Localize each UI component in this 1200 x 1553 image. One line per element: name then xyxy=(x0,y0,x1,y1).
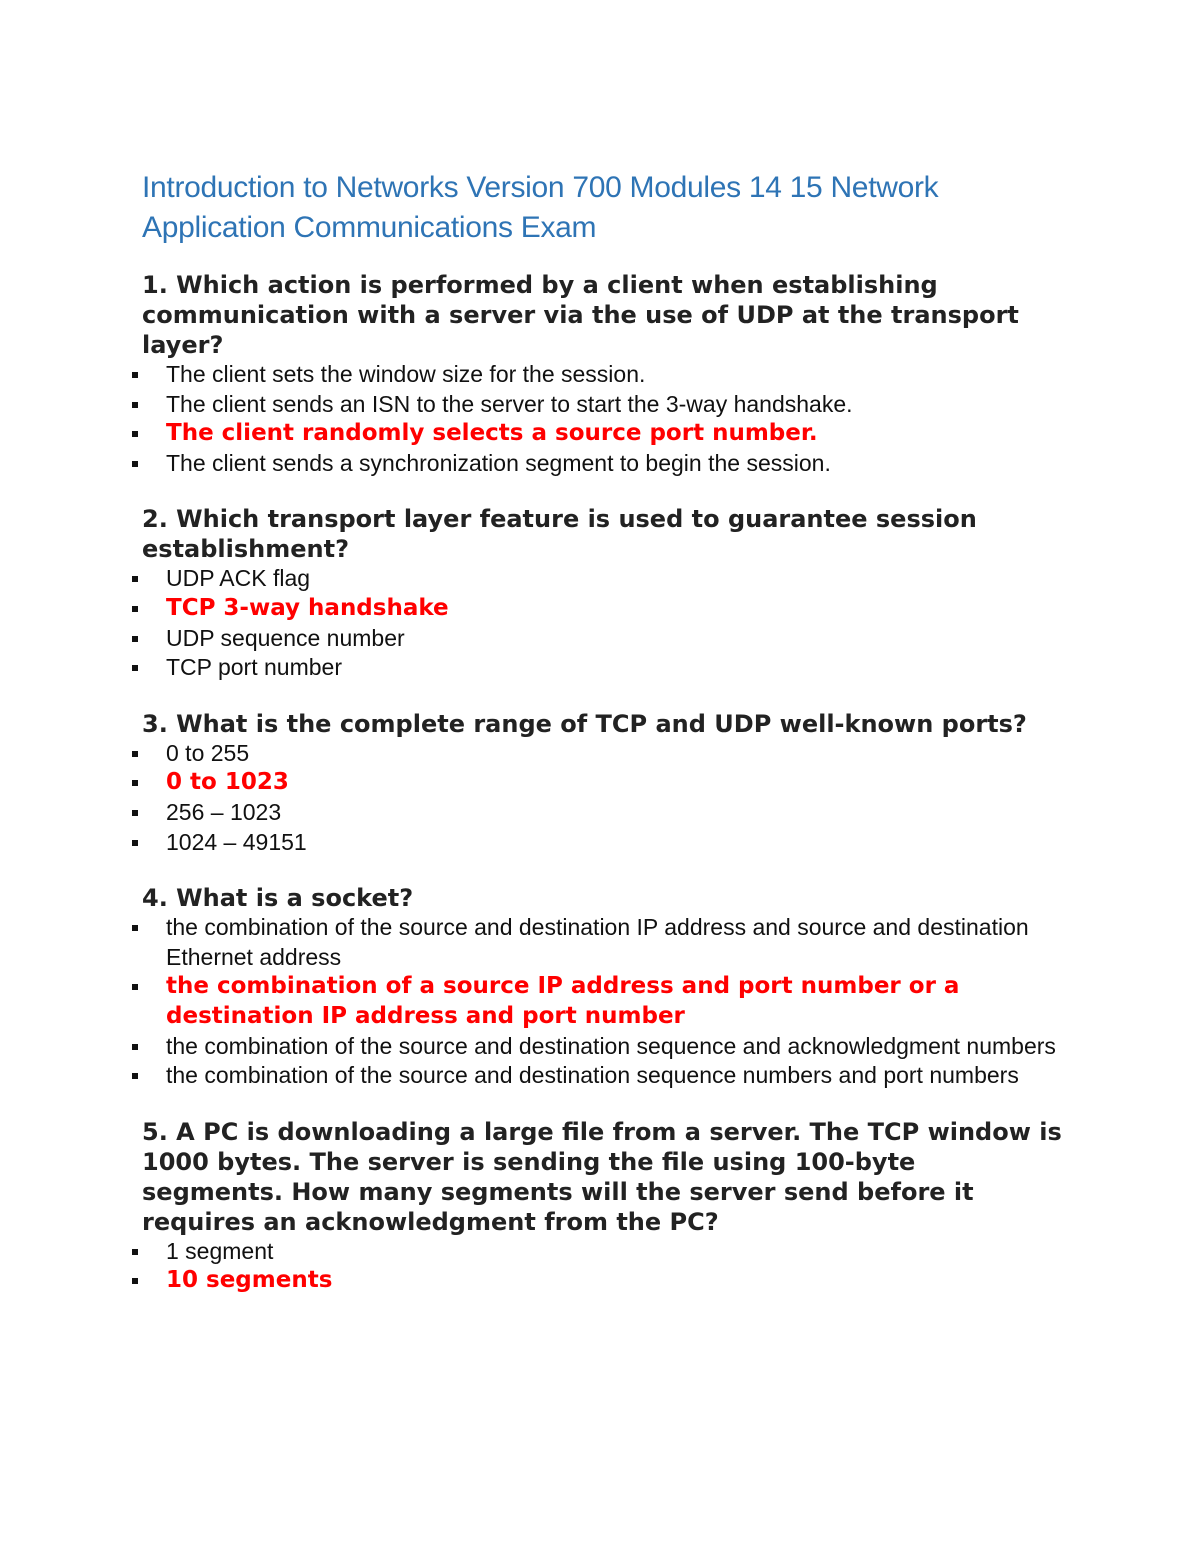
bullet-square-icon xyxy=(132,1044,138,1050)
answer-text: TCP 3-way handshake xyxy=(166,594,449,621)
bullet-square-icon xyxy=(132,780,138,786)
correct-answer-option xyxy=(142,972,1062,1031)
answer-text: The client sends an ISN to the server to start the 3-way handshake. xyxy=(166,390,853,417)
bullet-square-icon xyxy=(132,1278,138,1284)
bullet-square-icon xyxy=(132,402,138,408)
answer-option xyxy=(142,1032,1062,1062)
bullet-square-icon xyxy=(132,576,138,582)
answer-text: The client randomly selects a source port number. xyxy=(166,420,818,447)
correct-answer-option xyxy=(142,594,1062,624)
answer-option xyxy=(142,653,1062,683)
answer-text: 1024 – 49151 xyxy=(166,828,307,855)
answer-option xyxy=(142,913,1062,972)
answer-option xyxy=(142,1061,1062,1091)
question-block xyxy=(142,1117,1062,1296)
bullet-square-icon xyxy=(132,606,138,612)
document-page xyxy=(142,168,1062,1322)
answer-text: UDP sequence number xyxy=(166,624,405,651)
question-text: 1. Which action is performed by a client when establishing communication with a server via the use of UDP at the transport layer? xyxy=(142,271,1019,359)
answer-text: the combination of the source and destination sequence numbers and port numbers xyxy=(166,1062,1019,1089)
question-block xyxy=(142,709,1062,857)
answer-list xyxy=(142,360,1062,478)
question-block xyxy=(142,270,1062,478)
answer-list xyxy=(142,913,1062,1091)
bullet-square-icon xyxy=(132,461,138,467)
answer-text: 1 segment xyxy=(166,1237,274,1264)
answer-option xyxy=(142,360,1062,390)
answer-text: UDP ACK flag xyxy=(166,565,311,592)
answer-text: 0 to 1023 xyxy=(166,769,289,796)
correct-answer-option xyxy=(142,419,1062,449)
bullet-square-icon xyxy=(132,665,138,671)
answer-text: 0 to 255 xyxy=(166,739,250,766)
question-text: 5. A PC is downloading a large file from a server. The TCP window is 1000 bytes. The server is sending the file using 100-byte segments. How many segments will the server send before it requires an acknowledgment from the PC? xyxy=(142,1117,1062,1236)
bullet-square-icon xyxy=(132,810,138,816)
answer-option xyxy=(142,1237,1062,1267)
answer-text: 10 segments xyxy=(166,1267,333,1294)
correct-answer-option xyxy=(142,768,1062,798)
answer-option xyxy=(142,564,1062,594)
bullet-square-icon xyxy=(132,372,138,378)
bullet-square-icon xyxy=(132,751,138,757)
question-text: 3. What is the complete range of TCP and UDP well-known ports? xyxy=(142,709,1027,738)
bullet-square-icon xyxy=(132,1073,138,1079)
question-block xyxy=(142,504,1062,682)
answer-option xyxy=(142,390,1062,420)
bullet-square-icon xyxy=(132,984,138,990)
answer-text: 256 – 1023 xyxy=(166,798,282,825)
bullet-square-icon xyxy=(132,431,138,437)
question-text: 2. Which transport layer feature is used to guarantee session establishment? xyxy=(142,505,977,564)
answer-list xyxy=(142,564,1062,682)
bullet-square-icon xyxy=(132,840,138,846)
answer-list xyxy=(142,1237,1062,1296)
answer-list xyxy=(142,739,1062,857)
bullet-square-icon xyxy=(132,636,138,642)
answer-text: The client sends a synchronization segment to begin the session. xyxy=(166,449,831,476)
answer-option xyxy=(142,828,1062,858)
document-title: Introduction to Networks Version 700 Modules 14 15 Network Application Communications Exam xyxy=(142,171,939,244)
answer-text: the combination of a source IP address and port number or a destination IP address and port number xyxy=(166,973,960,1029)
answer-text: TCP port number xyxy=(166,654,342,681)
answer-text: the combination of the source and destination IP address and source and destination Ethernet address xyxy=(166,914,1029,970)
answer-option xyxy=(142,624,1062,654)
bullet-square-icon xyxy=(132,925,138,931)
answer-option xyxy=(142,449,1062,479)
answer-option xyxy=(142,739,1062,769)
question-block xyxy=(142,883,1062,1091)
answer-text: the combination of the source and destination sequence and acknowledgment numbers xyxy=(166,1032,1056,1059)
question-text: 4. What is a socket? xyxy=(142,884,414,913)
answer-text: The client sets the window size for the session. xyxy=(166,361,646,387)
correct-answer-option xyxy=(142,1266,1062,1296)
bullet-square-icon xyxy=(132,1249,138,1255)
answer-option xyxy=(142,798,1062,828)
